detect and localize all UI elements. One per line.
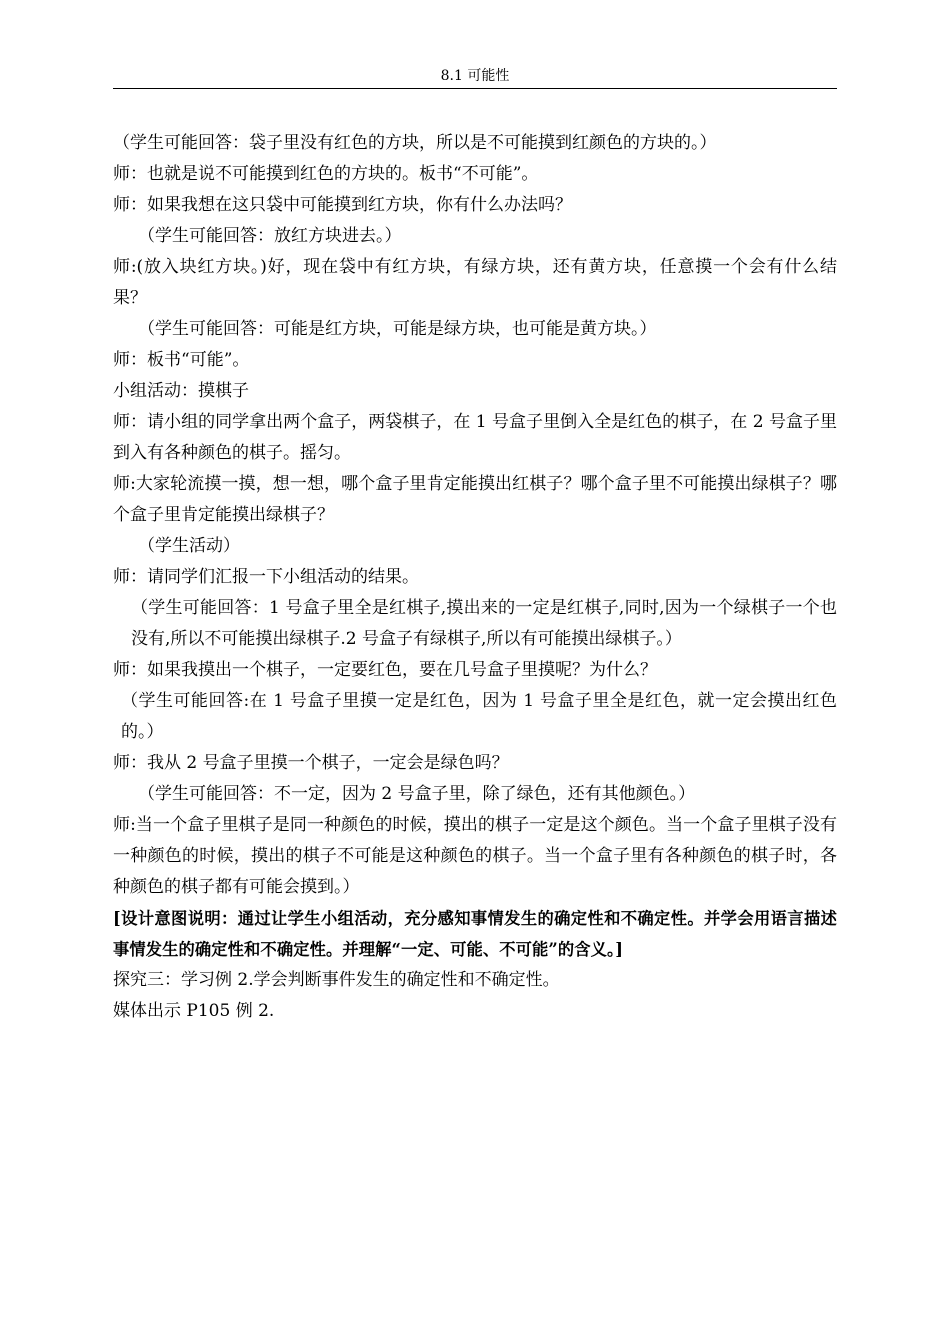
paragraph-media-display: 媒体出示 P105 例 2. xyxy=(113,1001,275,1021)
paragraph-student-answer-3: （学生可能回答：可能是红方块，可能是绿方块，也可能是黄方块。） xyxy=(138,319,657,339)
paragraph-teacher-8: 师：如果我摸出一个棋子，一定要红色，要在几号盒子里摸呢？为什么？ xyxy=(113,660,657,680)
paragraph-teacher-6: 师:大家轮流摸一摸，想一想，哪个盒子里肯定能摸出红棋子？哪个盒子里不可能摸出绿棋子？哪个盒子里肯定能摸出绿棋子？ xyxy=(113,474,837,525)
paragraph-student-answer-4: （学生可能回答：1 号盒子里全是红棋子,摸出来的一定是红棋子,同时,因为一个绿棋子一个也没有,所以不可能摸出绿棋子.2 号盒子有绿棋子,所以有可能摸出绿棋子。） xyxy=(131,598,837,649)
paragraph-inquiry-three: 探究三：学习例 2.学会判断事件发生的确定性和不确定性。 xyxy=(113,970,560,990)
document-body xyxy=(113,128,837,1027)
paragraph-teacher-2: 师：如果我想在这只袋中可能摸到红方块，你有什么办法吗？ xyxy=(113,195,572,215)
paragraph-student-answer-6: （学生可能回答：不一定，因为 2 号盒子里，除了绿色，还有其他颜色。） xyxy=(138,784,696,804)
paragraph-design-intent: [设计意图说明：通过让学生小组活动，充分感知事情发生的确定性和不确定性。并学会用语言描述事情发生的确定性和不确定性。并理解“一定、可能、不可能”的含义。] xyxy=(113,909,837,959)
paragraph-student-activity: （学生活动） xyxy=(138,536,240,556)
paragraph-student-answer-5: （学生可能回答:在 1 号盒子里摸一定是红色，因为 1 号盒子里全是红色，就一定会摸出红色的。） xyxy=(121,691,837,742)
paragraph-teacher-10: 师:当一个盒子里棋子是同一种颜色的时候，摸出的棋子一定是这个颜色。当一个盒子里棋子没有一种颜色的时候，摸出的棋子不可能是这种颜色的棋子。当一个盒子里有各种颜色的棋子时，各种颜色的棋子都有可能会摸到。） xyxy=(113,815,837,897)
paragraph-group-activity: 小组活动：摸棋子 xyxy=(113,381,249,401)
paragraph-teacher-9: 师：我从 2 号盒子里摸一个棋子，一定会是绿色吗？ xyxy=(113,753,509,773)
page-header-title: 8.1 可能性 xyxy=(440,68,510,84)
paragraph-teacher-3: 师:(放入块红方块。)好，现在袋中有红方块，有绿方块，还有黄方块，任意摸一个会有什么结果？ xyxy=(113,257,837,308)
paragraph-teacher-1: 师：也就是说不可能摸到红色的方块的。板书“不可能”。 xyxy=(113,164,539,184)
header-divider xyxy=(113,88,837,89)
paragraph-student-answer-1: （学生可能回答：袋子里没有红色的方块，所以是不可能摸到红颜色的方块的。） xyxy=(113,133,717,153)
paragraph-teacher-5: 师：请小组的同学拿出两个盒子，两袋棋子，在 1 号盒子里倒入全是红色的棋子，在 2 号盒子里到入有各种颜色的棋子。摇匀。 xyxy=(113,412,837,463)
paragraph-teacher-7: 师：请同学们汇报一下小组活动的结果。 xyxy=(113,567,419,587)
paragraph-student-answer-2: （学生可能回答：放红方块进去。） xyxy=(138,226,402,246)
paragraph-teacher-4: 师：板书“可能”。 xyxy=(113,350,250,370)
